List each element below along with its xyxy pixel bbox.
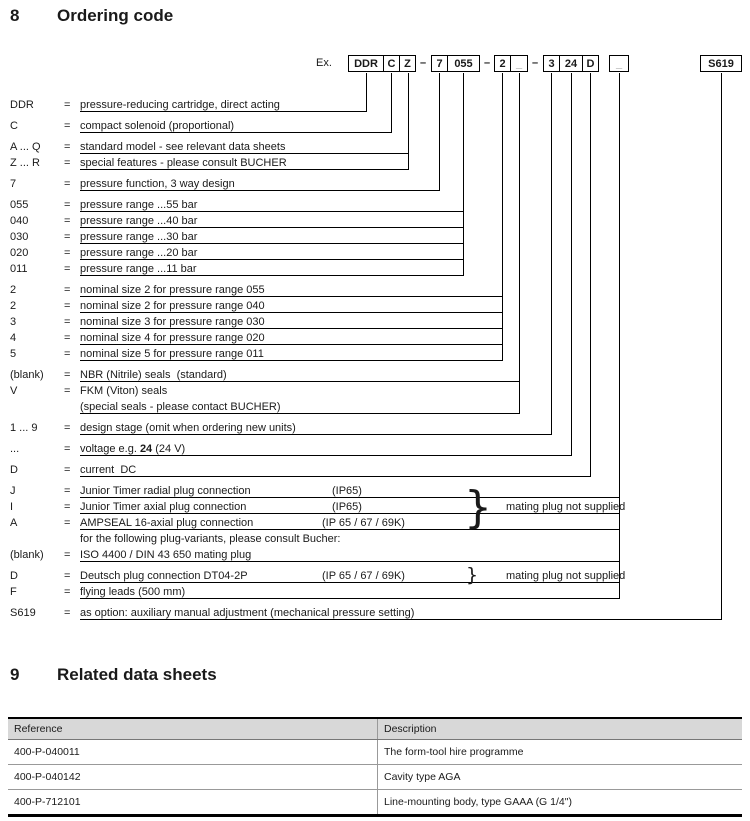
equals-sign: = <box>64 549 71 561</box>
code-description: for the following plug-variants, please consult Bucher: <box>80 533 341 545</box>
code-row-size-2a <box>10 283 502 297</box>
code-box-plug-blank: _ <box>609 55 629 72</box>
equals-sign: = <box>64 332 71 344</box>
code-description: nominal size 5 for pressure range 011 <box>80 347 502 361</box>
equals-spacer <box>64 400 80 414</box>
table-row <box>8 765 742 790</box>
code-row-size-5 <box>10 347 502 361</box>
code-row-range-020 <box>10 246 464 260</box>
code-value: 7 <box>10 178 17 190</box>
code-row-special-features <box>10 156 408 170</box>
code-value: 3 <box>10 316 17 328</box>
code-row-solenoid <box>10 119 391 133</box>
cell-description: Cavity type AGA <box>384 771 461 783</box>
code-separator: – <box>531 57 539 69</box>
table-row <box>8 740 742 765</box>
code-value: 1 ... 9 <box>10 422 38 434</box>
code-box-group-1 <box>348 55 416 72</box>
code-description: standard model - see relevant data sheets <box>80 140 408 154</box>
desc-bold-text: 24 <box>139 443 153 455</box>
code-row-plug-j <box>10 484 619 498</box>
desc-text: Junior Timer axial plug connection <box>80 501 247 513</box>
code-row-current <box>10 463 590 477</box>
code-row-standard-model <box>10 140 408 154</box>
code-box-nominal-size: 2 <box>494 55 511 72</box>
cell-reference: 400-P-040011 <box>8 740 378 764</box>
table-row <box>8 790 742 814</box>
equals-sign: = <box>64 443 71 455</box>
code-value: 055 <box>10 199 29 211</box>
code-row-design-stage <box>10 421 551 435</box>
code-description: pressure function, 3 way design <box>80 177 440 191</box>
desc-text: Junior Timer radial plug connection <box>80 485 251 497</box>
code-value: D <box>10 570 18 582</box>
mating-plug-note: mating plug not supplied <box>506 570 626 582</box>
header-reference: Reference <box>8 719 378 739</box>
code-row-function <box>10 177 440 191</box>
code-value: F <box>10 586 17 598</box>
code-value: 2 <box>10 300 17 312</box>
equals-sign: = <box>64 120 71 132</box>
code-description: ISO 4400 / DIN 43 650 mating plug <box>80 548 619 562</box>
code-description: as option: auxiliary manual adjustment (mechanical pressure setting) <box>80 606 721 620</box>
code-value: DDR <box>10 99 34 111</box>
equals-sign: = <box>64 284 71 296</box>
desc-text: AMPSEAL 16-axial plug connection <box>80 517 254 529</box>
code-separator: – <box>483 57 491 69</box>
section-8-heading <box>10 6 173 26</box>
code-value: Z ... R <box>10 157 40 169</box>
code-separator: – <box>419 57 427 69</box>
equals-sign: = <box>64 231 71 243</box>
desc-text: voltage e.g. <box>80 443 140 455</box>
desc-text: Deutsch plug connection DT04-2P <box>80 570 248 582</box>
equals-sign: = <box>64 300 71 312</box>
section-8-title: Ordering code <box>57 6 174 25</box>
equals-sign: = <box>64 501 71 513</box>
equals-spacer <box>64 532 80 546</box>
ip-rating: (IP65) <box>332 485 362 497</box>
code-box-group-6 <box>700 55 742 72</box>
code-box-function: 7 <box>431 55 448 72</box>
equals-sign: = <box>64 99 71 111</box>
code-box-ddr: DDR <box>348 55 384 72</box>
equals-sign: = <box>64 178 71 190</box>
mating-plug-note: mating plug not supplied <box>506 501 626 513</box>
code-row-range-030 <box>10 230 464 244</box>
equals-sign: = <box>64 517 71 529</box>
code-row-range-055 <box>10 198 464 212</box>
table-header-row <box>8 719 742 740</box>
ip-rating: (IP65) <box>332 501 362 513</box>
equals-sign: = <box>64 607 71 619</box>
code-row-voltage <box>10 442 571 456</box>
code-value: (blank) <box>10 549 44 561</box>
section-8-number: 8 <box>10 6 20 25</box>
example-label: Ex. <box>316 57 332 69</box>
code-description: special features - please consult BUCHER <box>80 156 408 170</box>
equals-sign: = <box>64 570 71 582</box>
code-description: pressure range ...40 bar <box>80 214 464 228</box>
code-value: I <box>10 501 14 513</box>
code-description <box>80 484 619 498</box>
code-value: A ... Q <box>10 141 41 153</box>
code-value: D <box>10 464 18 476</box>
code-box-option: S619 <box>700 55 742 72</box>
code-box-group-2 <box>431 55 480 72</box>
code-value: 011 <box>10 263 28 275</box>
code-row-plug-flying-leads <box>10 585 619 599</box>
code-value: C <box>10 120 18 132</box>
code-value <box>10 400 64 414</box>
code-description: FKM (Viton) seals <box>80 385 168 397</box>
equals-sign: = <box>64 141 71 153</box>
header-description: Description <box>384 723 437 735</box>
equals-sign: = <box>64 157 71 169</box>
equals-sign: = <box>64 215 71 227</box>
code-value: 4 <box>10 332 17 344</box>
code-box-design-stage: 3 <box>543 55 560 72</box>
code-value: 040 <box>10 215 29 227</box>
code-value: 2 <box>10 284 17 296</box>
code-value: 030 <box>10 231 29 243</box>
code-description: pressure range ...30 bar <box>80 230 464 244</box>
code-value: V <box>10 385 18 397</box>
code-row-plug-iso <box>10 548 619 562</box>
code-description: nominal size 3 for pressure range 030 <box>80 315 502 329</box>
code-box-group-3 <box>494 55 528 72</box>
code-row-plug-a <box>10 516 619 530</box>
equals-sign: = <box>64 422 71 434</box>
cell-description: The form-tool hire programme <box>384 746 524 758</box>
code-value: 020 <box>10 247 29 259</box>
code-row-size-2b <box>10 299 502 313</box>
ip-rating: (IP 65 / 67 / 69K) <box>322 570 405 582</box>
cell-reference: 400-P-040142 <box>8 765 378 789</box>
code-description: current DC <box>80 463 590 477</box>
grouping-brace-icon: } <box>464 482 492 533</box>
code-row-size-4 <box>10 331 502 345</box>
code-value: J <box>10 485 16 497</box>
ip-rating: (IP 65 / 67 / 69K) <box>322 517 405 529</box>
code-box-group-4 <box>543 55 599 72</box>
section-9-number: 9 <box>10 665 20 684</box>
code-description: flying leads (500 mm) <box>80 585 619 599</box>
code-row-range-011 <box>10 262 464 276</box>
code-value: ... <box>10 443 20 455</box>
code-description: design stage (omit when ordering new units) <box>80 421 551 435</box>
code-description: pressure range ...11 bar <box>80 262 464 276</box>
code-row-seals-note <box>10 400 519 414</box>
equals-sign: = <box>64 316 71 328</box>
equals-sign: = <box>64 385 71 397</box>
code-description: pressure-reducing cartridge, direct acting <box>80 98 366 112</box>
related-data-sheets-table <box>8 717 742 817</box>
equals-sign: = <box>64 586 71 598</box>
cell-description: Line-mounting body, type GAAA (G 1/4") <box>384 796 572 808</box>
code-description: nominal size 2 for pressure range 040 <box>80 299 502 313</box>
code-box-model: Z <box>399 55 416 72</box>
code-box-solenoid: C <box>383 55 400 72</box>
code-row-size-3 <box>10 315 502 329</box>
code-value: (blank) <box>10 369 44 381</box>
code-row-plug-note <box>10 532 619 546</box>
code-description: pressure range ...20 bar <box>80 246 464 260</box>
code-description: nominal size 4 for pressure range 020 <box>80 331 502 345</box>
code-box-pressure-range: 055 <box>447 55 480 72</box>
equals-sign: = <box>64 199 71 211</box>
equals-sign: = <box>64 485 71 497</box>
code-description: (special seals - please contact BUCHER) <box>80 400 519 414</box>
equals-sign: = <box>64 369 71 381</box>
section-9-heading <box>10 665 217 685</box>
code-row-ddr <box>10 98 366 112</box>
section-9-title: Related data sheets <box>57 665 217 684</box>
code-value: A <box>10 517 18 529</box>
equals-sign: = <box>64 247 71 259</box>
code-box-voltage: 24 <box>559 55 583 72</box>
equals-sign: = <box>64 263 71 275</box>
code-value <box>10 532 64 546</box>
code-value: 5 <box>10 348 17 360</box>
code-description <box>80 442 571 456</box>
code-description: pressure range ...55 bar <box>80 198 464 212</box>
code-row-s619 <box>10 606 721 620</box>
code-value: S619 <box>10 607 36 619</box>
code-box-current: D <box>582 55 599 72</box>
code-description: nominal size 2 for pressure range 055 <box>80 283 502 297</box>
code-description: NBR (Nitrile) seals (standard) <box>80 368 519 382</box>
code-box-seals-blank: _ <box>510 55 528 72</box>
code-row-range-040 <box>10 214 464 228</box>
grouping-brace-icon: } <box>466 564 479 586</box>
code-description <box>80 516 619 530</box>
code-description: compact solenoid (proportional) <box>80 119 391 133</box>
code-box-group-5 <box>609 55 629 72</box>
cell-reference: 400-P-712101 <box>8 790 378 814</box>
code-row-seals-fkm <box>10 384 519 398</box>
equals-sign: = <box>64 464 71 476</box>
code-row-seals-nbr <box>10 368 519 382</box>
equals-sign: = <box>64 348 71 360</box>
desc-text: (24 V) <box>152 443 186 455</box>
